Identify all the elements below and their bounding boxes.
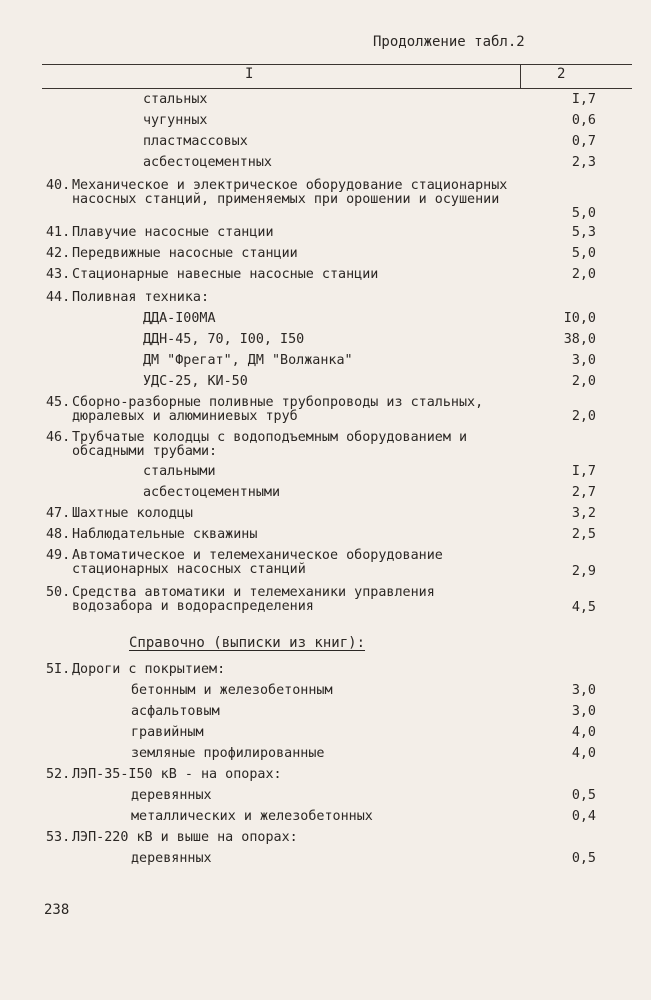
row-label: ЛЭП-220 кВ и выше на опорах: <box>72 830 298 845</box>
row-value: 0,4 <box>571 809 596 824</box>
row-label: пластмассовых <box>143 134 248 149</box>
row-number: 43. <box>46 267 71 282</box>
row-number: 5I. <box>46 662 71 677</box>
row-label: Плавучие насосные станции <box>72 225 274 240</box>
row-label: металлических и железобетонных <box>131 809 373 824</box>
row-label: Передвижные насосные станции <box>72 246 298 261</box>
row-label: Механическое и электрическое оборудование стационарных насосных станций, применяемых при орошении и осушении <box>72 178 508 207</box>
row-number: 48. <box>46 527 71 542</box>
row-number: 40. <box>46 178 71 193</box>
row-value: 2,7 <box>571 485 596 500</box>
row-number: 49. <box>46 548 71 563</box>
continuation-label: Продолжение табл.2 <box>373 34 525 50</box>
row-value: 2,0 <box>571 374 596 389</box>
row-label: Трубчатые колодцы с водоподъемным оборудованием и обсадными трубами: <box>72 430 468 459</box>
row-label: ЛЭП-35-I50 кВ - на опорах: <box>72 767 282 782</box>
row-label: земляные профилированные <box>131 746 325 761</box>
row-label: стальных <box>143 92 208 107</box>
row-number: 41. <box>46 225 71 240</box>
row-number: 50. <box>46 585 71 600</box>
row-value: 2,0 <box>571 409 596 424</box>
row-label: чугунных <box>143 113 208 128</box>
row-label: ДДН-45, 70, I00, I50 <box>143 332 305 347</box>
table-top-rule <box>42 64 632 65</box>
page-number: 238 <box>44 902 70 918</box>
row-number: 42. <box>46 246 71 261</box>
row-value: 2,5 <box>571 527 596 542</box>
row-label: Средства автоматики и телемеханики управления водозабора и водораспределения <box>72 585 435 614</box>
row-number: 52. <box>46 767 71 782</box>
row-value: 4,0 <box>571 746 596 761</box>
table-header-rule <box>42 88 632 89</box>
row-label: деревянных <box>131 788 212 803</box>
reference-heading: Справочно (выписки из книг): <box>129 635 366 651</box>
row-value: 0,5 <box>571 851 596 866</box>
header-column-divider <box>520 64 521 88</box>
row-label: Автоматическое и телемеханическое оборудование стационарных насосных станций <box>72 548 443 577</box>
row-value: 5,0 <box>571 206 596 221</box>
row-value: I,7 <box>571 464 596 479</box>
row-number: 53. <box>46 830 71 845</box>
column-header-2: 2 <box>557 66 566 82</box>
row-label: ДМ "Фрегат", ДМ "Волжанка" <box>143 353 353 368</box>
row-value: 4,5 <box>571 600 596 615</box>
row-value: I,7 <box>571 92 596 107</box>
row-label: Наблюдательные скважины <box>72 527 258 542</box>
row-label: асфальтовым <box>131 704 220 719</box>
row-value: 0,5 <box>571 788 596 803</box>
row-value: 0,7 <box>571 134 596 149</box>
row-value: 4,0 <box>571 725 596 740</box>
row-label: асбестоцементными <box>143 485 281 500</box>
row-value: 2,9 <box>571 564 596 579</box>
row-label: бетонным и железобетонным <box>131 683 333 698</box>
row-label: ДДА-I00MA <box>143 311 216 326</box>
row-label: Стационарные навесные насосные станции <box>72 267 379 282</box>
row-value: 2,3 <box>571 155 596 170</box>
row-value: 5,3 <box>571 225 596 240</box>
row-value: 3,0 <box>571 704 596 719</box>
row-value: 2,0 <box>571 267 596 282</box>
row-label: УДС-25, КИ-50 <box>143 374 248 389</box>
row-label: Сборно-разборные поливные трубопроводы из стальных, дюралевых и алюминиевых труб <box>72 395 484 424</box>
row-label: Поливная техника: <box>72 290 210 305</box>
column-header-1: I <box>245 66 254 82</box>
row-value: 5,0 <box>571 246 596 261</box>
row-number: 47. <box>46 506 71 521</box>
row-label: гравийным <box>131 725 204 740</box>
row-label: Шахтные колодцы <box>72 506 193 521</box>
row-value: 3,0 <box>571 353 596 368</box>
row-label: деревянных <box>131 851 212 866</box>
row-value: 38,0 <box>563 332 596 347</box>
row-value: 3,2 <box>571 506 596 521</box>
row-number: 45. <box>46 395 71 410</box>
row-number: 44. <box>46 290 71 305</box>
row-value: 0,6 <box>571 113 596 128</box>
row-label: асбестоцементных <box>143 155 272 170</box>
row-label: Дороги с покрытием: <box>72 662 226 677</box>
row-number: 46. <box>46 430 71 445</box>
row-value: I0,0 <box>563 311 596 326</box>
row-label: стальными <box>143 464 216 479</box>
row-value: 3,0 <box>571 683 596 698</box>
